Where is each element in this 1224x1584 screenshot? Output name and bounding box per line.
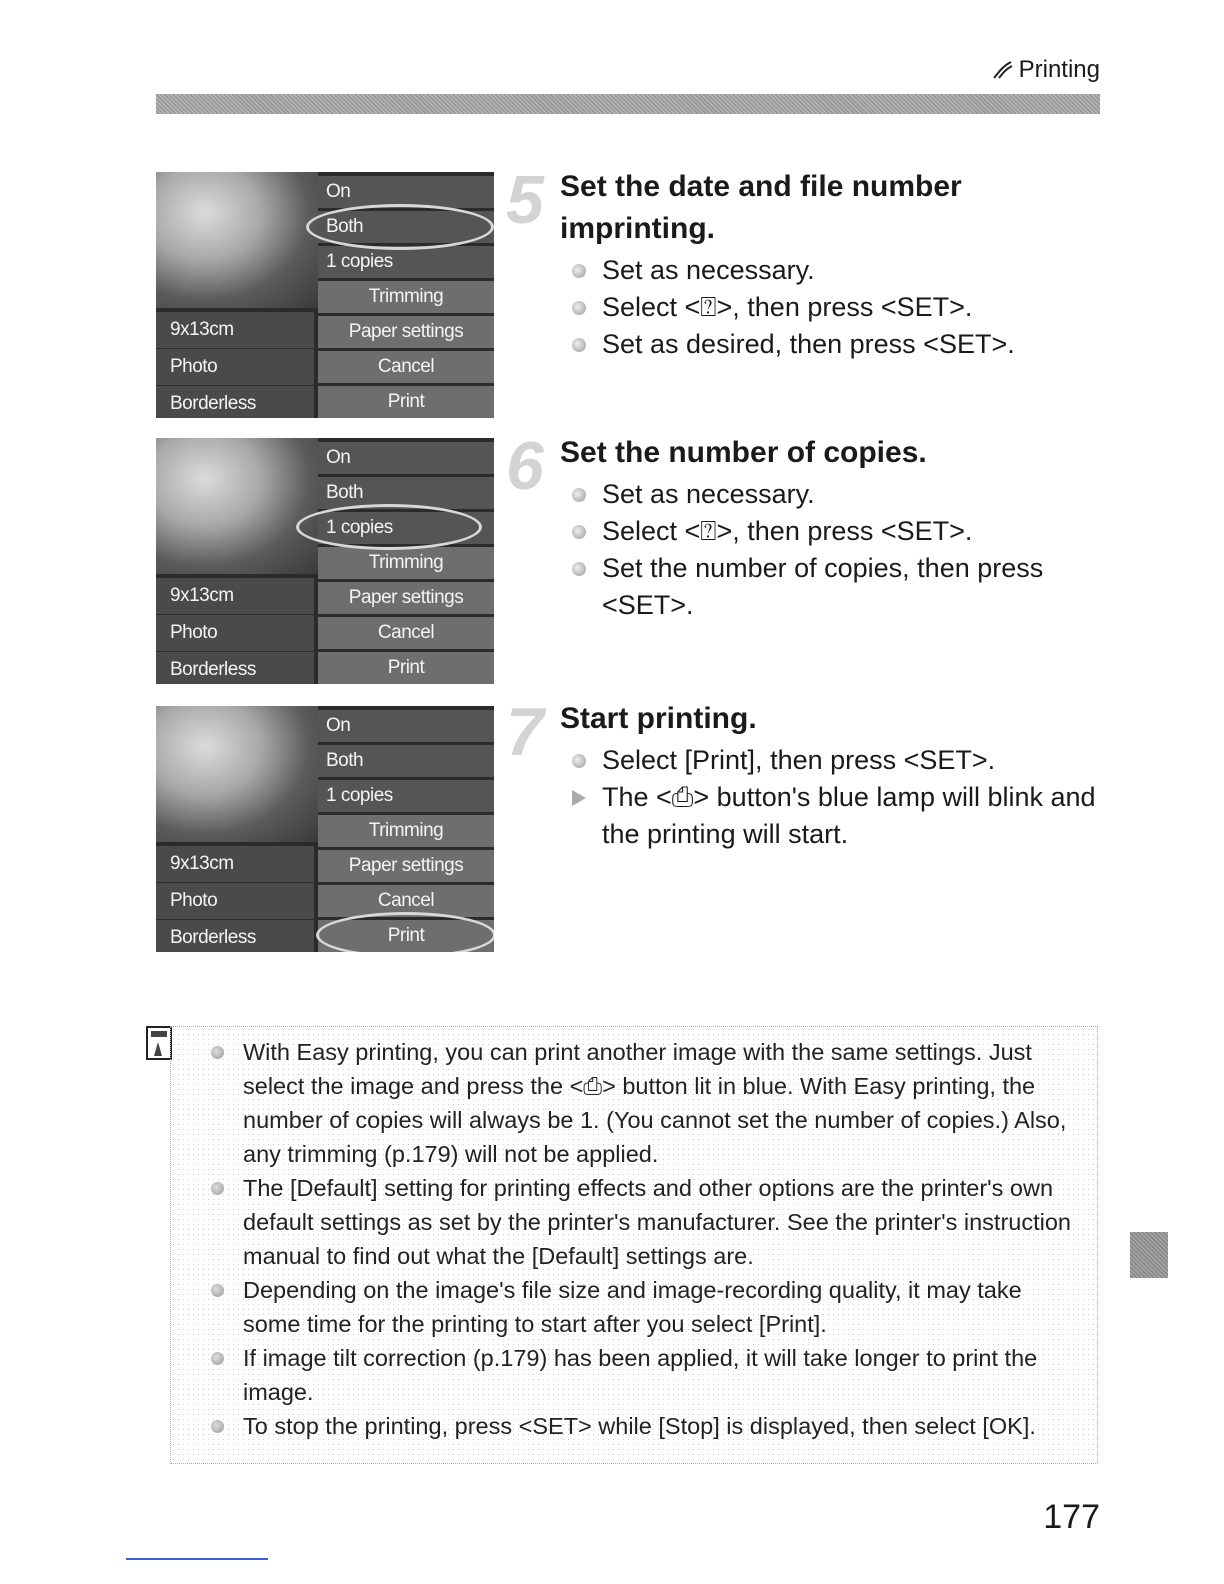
menu-item-paper-size: 9x13cm (156, 312, 314, 348)
step-title: Set the date and file number imprinting. (560, 170, 962, 245)
menu-item-paper-size: 9x13cm (156, 846, 314, 882)
photo-thumbnail (156, 706, 318, 842)
camera-screen-print (156, 706, 494, 952)
menu-item-paper-size: 9x13cm (156, 578, 314, 614)
menu-item-date-file: Both (318, 211, 494, 243)
menu-item-layout: Borderless (156, 386, 314, 418)
menu-item-copies: 1 copies (318, 512, 494, 544)
menu-item-paper-settings: Paper settings (318, 850, 494, 882)
running-header (991, 56, 1100, 84)
menu-item-print: Print (318, 386, 494, 418)
step-number: 7 (506, 694, 544, 770)
menu-item-cancel: Cancel (318, 885, 494, 917)
menu-item-date-file: Both (318, 745, 494, 777)
menu-item-trimming: Trimming (318, 815, 494, 847)
menu-item-cancel: Cancel (318, 351, 494, 383)
page-number: 177 (1043, 1498, 1100, 1536)
step-7 (506, 694, 1106, 898)
menu-item-paper-settings: Paper settings (318, 582, 494, 614)
header-bar (156, 94, 1100, 114)
step-bullets (566, 742, 1106, 853)
highlight-ring (316, 912, 494, 952)
bullet: Set as desired, then press <SET>. (566, 326, 1106, 363)
bullet: Select <⍰>, then press <SET>. (566, 289, 1106, 326)
menu-item-layout: Borderless (156, 652, 314, 684)
menu-item-print: Print (318, 920, 494, 952)
step-title: Set the number of copies. (560, 436, 927, 469)
photo-thumbnail (156, 172, 318, 308)
menu-item-paper-type: Photo (156, 615, 314, 651)
section-tab (1130, 1232, 1168, 1278)
menu-item-trimming: Trimming (318, 547, 494, 579)
right-menu (318, 442, 494, 684)
bullet: The <⎙> button's blue lamp will blink and the printing will start. (566, 779, 1106, 853)
step-5 (506, 162, 1106, 396)
left-menu (156, 846, 314, 952)
highlight-ring (306, 204, 494, 250)
bullet: Select [Print], then press <SET>. (566, 742, 1106, 779)
step-number: 6 (506, 428, 544, 504)
menu-item-effects: On (318, 176, 494, 208)
camera-screen-date-imprint (156, 172, 494, 418)
camera-screen-copies (156, 438, 494, 684)
step-6 (506, 428, 1106, 672)
menu-item-cancel: Cancel (318, 617, 494, 649)
menu-item-copies: 1 copies (318, 246, 494, 278)
photo-thumbnail (156, 438, 318, 574)
menu-item-paper-type: Photo (156, 349, 314, 385)
step-title: Start printing. (560, 702, 757, 735)
menu-item-effects: On (318, 442, 494, 474)
note-item: Depending on the image's file size and image-recording quality, it may take some time for the printing to start after you select [Print]. (171, 1273, 1097, 1341)
menu-item-print: Print (318, 652, 494, 684)
menu-item-paper-settings: Paper settings (318, 316, 494, 348)
note-item: If image tilt correction (p.179) has been applied, it will take longer to print the image. (171, 1341, 1097, 1409)
step-bullets (566, 252, 1106, 363)
bullet: Set as necessary. (566, 476, 1106, 513)
notes-box (170, 1026, 1098, 1464)
printing-icon (991, 58, 1015, 82)
header-title: Printing (1018, 56, 1100, 83)
note-item: The [Default] setting for printing effects and other options are the printer's own default settings as set by the printer's manufacturer. See the printer's instruction manual to find out what the [Default] settings are. (171, 1171, 1097, 1273)
bullet: Set the number of copies, then press <SET>. (566, 550, 1106, 624)
left-menu (156, 312, 314, 418)
menu-item-paper-type: Photo (156, 883, 314, 919)
left-menu (156, 578, 314, 684)
footer-rule (126, 1558, 268, 1560)
bullet: Select <⍰>, then press <SET>. (566, 513, 1106, 550)
bullet: Set as necessary. (566, 252, 1106, 289)
note-item: To stop the printing, press <SET> while [Stop] is displayed, then select [OK]. (171, 1409, 1097, 1443)
menu-item-copies: 1 copies (318, 780, 494, 812)
menu-item-layout: Borderless (156, 920, 314, 952)
menu-item-trimming: Trimming (318, 281, 494, 313)
step-number: 5 (506, 162, 544, 238)
note-item: With Easy printing, you can print another image with the same settings. Just select the image and press the <⎙> button lit in blue. With Easy printing, the number of copies will always be 1. (You cannot set the number of copies.) Also, any trimming (p.179) will not be applied. (171, 1035, 1097, 1171)
menu-item-date-file: Both (318, 477, 494, 509)
step-bullets (566, 476, 1106, 624)
menu-item-effects: On (318, 710, 494, 742)
highlight-ring (296, 504, 482, 550)
